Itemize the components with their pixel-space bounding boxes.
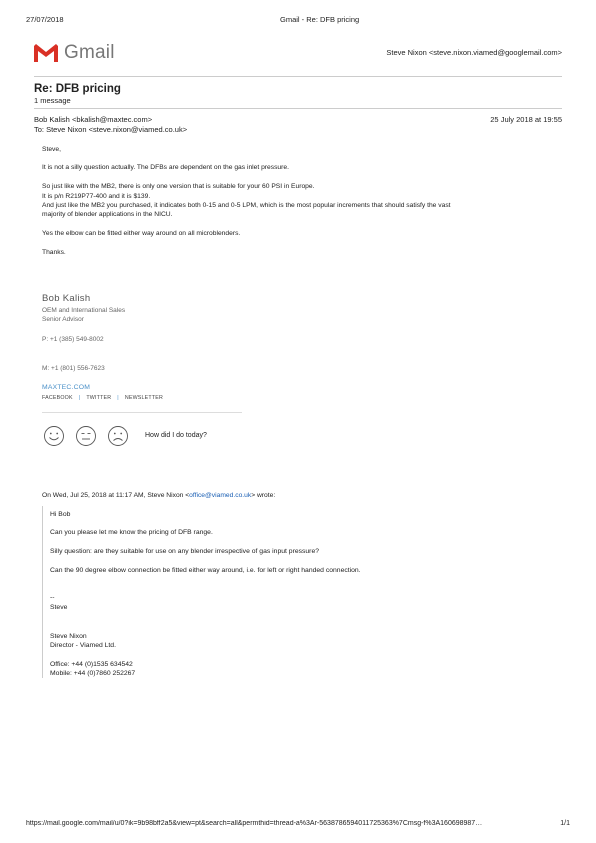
header-divider: [34, 76, 562, 77]
print-url: https://mail.google.com/mail/u/0?ik=9b98bff2a5&view=pt&search=all&permthid=thread-a%3Ar-5638786594011725363%7Cmsg-f%3A160698987…: [26, 820, 483, 827]
quoted-sig-name: Steve Nixon: [50, 633, 87, 640]
body-line: And just like the MB2 you purchased, it indicates both 0-15 and 0-5 LPM, which is the most popular increments that should satisfy the vast: [42, 202, 451, 209]
social-links: [42, 395, 163, 401]
body-line: majority of blender applications in the NICU.: [42, 211, 173, 218]
body-line: It is p/n R219P77-400 and it is $139.: [42, 193, 151, 200]
thread-subject: Re: DFB pricing: [34, 83, 121, 95]
body-line: Thanks.: [42, 249, 66, 256]
message-date: 25 July 2018 at 19:55: [490, 115, 562, 124]
quoted-sig-mobile: Mobile: +44 (0)7860 252267: [50, 670, 136, 677]
quoted-line: Hi Bob: [50, 511, 71, 518]
social-separator: |: [117, 395, 119, 401]
body-line: So just like with the MB2, there is only one version that is suitable for your 60 PSI in Europe.: [42, 183, 315, 190]
happy-face-icon[interactable]: [43, 425, 65, 447]
body-line: Yes the elbow can be fitted either way around on all microblenders.: [42, 230, 241, 237]
message-count: 1 message: [34, 96, 71, 105]
quote-intro: [42, 491, 275, 500]
print-title: Gmail - Re: DFB pricing: [280, 15, 360, 24]
print-date: 27/07/2018: [26, 15, 64, 24]
maxtec-website-link[interactable]: MAXTEC.COM: [42, 384, 91, 391]
neutral-face-icon[interactable]: [75, 425, 97, 447]
quoted-sig-first: Steve: [50, 604, 68, 611]
message-to: To: Steve Nixon <steve.nixon@viamed.co.uk>: [34, 125, 188, 134]
signature-mobile: M: +1 (801) 556-7623: [42, 365, 105, 372]
quote-intro-suffix: > wrote:: [251, 492, 276, 499]
signature-subtitle: Senior Advisor: [42, 316, 84, 323]
twitter-link[interactable]: TWITTER: [86, 395, 112, 401]
feedback-prompt: How did I do today?: [145, 432, 207, 439]
body-line: Steve,: [42, 146, 61, 153]
quote-bar: [42, 506, 43, 678]
facebook-link[interactable]: FACEBOOK: [42, 395, 73, 401]
gmail-logo[interactable]: [32, 41, 115, 65]
signature-phone: P: +1 (385) 549-8002: [42, 336, 104, 343]
quoted-sig-office: Office: +44 (0)1535 634542: [50, 661, 133, 668]
print-page-number: 1/1: [560, 820, 570, 827]
social-separator: |: [78, 395, 81, 401]
message-from: Bob Kalish <bkalish@maxtec.com>: [34, 115, 153, 124]
signature-title: OEM and International Sales: [42, 307, 126, 314]
body-line: It is not a silly question actually. The DFBs are dependent on the gas inlet pressure.: [42, 164, 289, 171]
quoted-sig-title: Director - Viamed Ltd.: [50, 642, 116, 649]
sad-face-icon[interactable]: [107, 425, 129, 447]
newsletter-link[interactable]: NEWSLETTER: [124, 395, 164, 401]
signature-divider: [42, 412, 242, 413]
quoted-line: Can you please let me know the pricing of DFB range.: [50, 529, 213, 536]
signature-name: Bob Kalish: [42, 293, 91, 304]
gmail-envelope-icon: [32, 42, 60, 64]
quote-email-link[interactable]: office@viamed.co.uk: [189, 492, 252, 499]
quoted-line: Can the 90 degree elbow connection be fitted either way around, i.e. for left or right handed connection.: [50, 567, 361, 574]
quote-intro-text: On Wed, Jul 25, 2018 at 11:17 AM, Steve Nixon <: [42, 492, 190, 499]
account-label: Steve Nixon <steve.nixon.viamed@googlemail.com>: [386, 48, 562, 57]
quoted-line: Silly question: are they suitable for use on any blender irrespective of gas input pressure?: [50, 548, 320, 555]
quoted-sig-dashes: --: [50, 594, 55, 601]
feedback-faces: [43, 425, 129, 447]
subject-divider: [34, 108, 562, 109]
gmail-logo-text: Gmail: [64, 42, 115, 63]
